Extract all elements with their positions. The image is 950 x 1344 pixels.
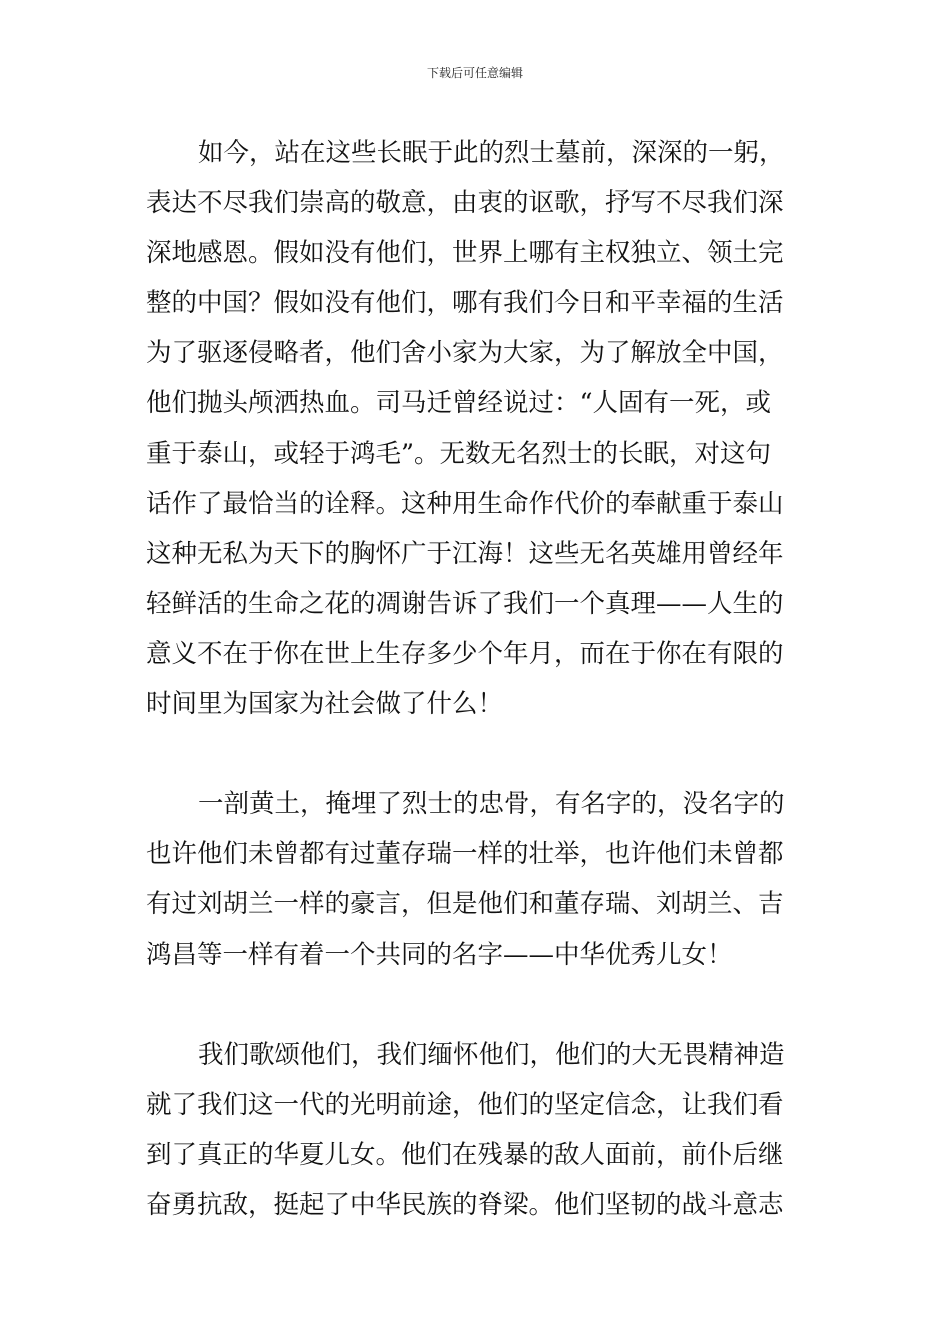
page-header: 下载后可任意编辑 <box>426 66 523 80</box>
text-line: 表达不尽我们崇高的敬意，由衷的讴歌，抒写不尽我们深 <box>146 188 784 219</box>
text-line: 深地感恩。假如没有他们，世界上哪有主权独立、领土完 <box>146 238 784 269</box>
text-line: 有过刘胡兰一样的豪言，但是他们和董存瑞、刘胡兰、吉 <box>146 889 784 920</box>
text-line: 轻鲜活的生命之花的凋谢告诉了我们一个真理——人生的 <box>146 588 784 619</box>
text-line: 我们歌颂他们，我们缅怀他们，他们的大无畏精神造 <box>198 1039 785 1070</box>
text-line: 重于泰山，或轻于鸿毛”。无数无名烈士的长眠，对这句 <box>146 438 772 469</box>
text-line: 就了我们这一代的光明前途，他们的坚定信念，让我们看 <box>146 1089 784 1120</box>
paragraph-3 <box>146 1030 806 1230</box>
paragraph-spacer <box>146 729 806 779</box>
text-line: 整的中国？假如没有他们，哪有我们今日和平幸福的生活 <box>146 288 784 319</box>
paragraph-2 <box>146 779 806 979</box>
text-line: 鸿昌等一样有着一个共同的名字——中华优秀儿女！ <box>146 939 733 970</box>
paragraph-spacer <box>146 980 806 1030</box>
text-line: 他们抛头颅洒热血。司马迁曾经说过：“人固有一死，或 <box>146 388 772 419</box>
document-body <box>146 128 806 1230</box>
text-line: 也许他们未曾都有过董存瑞一样的壮举，也许他们未曾都 <box>146 839 784 870</box>
text-line: 奋勇抗敌，挺起了中华民族的脊梁。他们坚韧的战斗意志 <box>146 1189 784 1220</box>
text-line: 到了真正的华夏儿女。他们在残暴的敌人面前，前仆后继 <box>146 1139 784 1170</box>
text-line: 为了驱逐侵略者，他们舍小家为大家，为了解放全中国， <box>146 338 784 369</box>
text-line: 一剖黄土，掩埋了烈士的忠骨，有名字的，没名字的 <box>198 789 785 820</box>
text-line: 意义不在于你在世上生存多少个年月，而在于你在有限的 <box>146 638 784 669</box>
text-line: 如今，站在这些长眠于此的烈士墓前，深深的一躬， <box>198 138 785 168</box>
paragraph-1 <box>146 128 806 729</box>
text-line: 话作了最恰当的诠释。这种用生命作代价的奉献重于泰山 <box>146 488 784 519</box>
text-line: 时间里为国家为社会做了什么！ <box>146 689 504 720</box>
text-line: 这种无私为天下的胸怀广于江海！这些无名英雄用曾经年 <box>146 538 784 569</box>
